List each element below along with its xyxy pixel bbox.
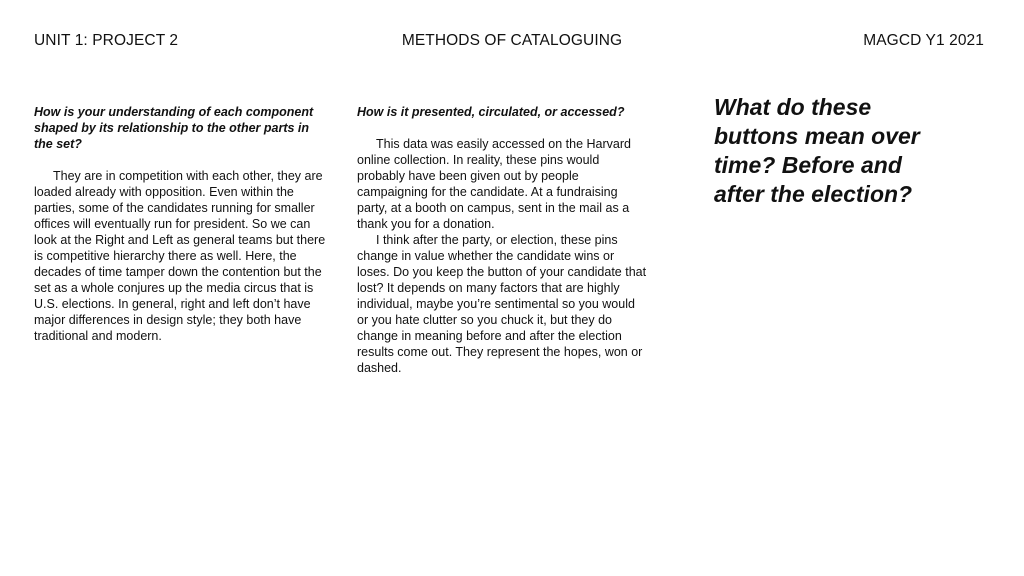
- column-two-question: How is it presented, circulated, or accessed?: [357, 105, 625, 119]
- column-one: [34, 104, 326, 344]
- header-title: METHODS OF CATALOGUING: [401, 32, 623, 49]
- header-project-label: UNIT 1: PROJECT 2: [34, 32, 179, 49]
- column-one-paragraph: They are in competition with each other, they are loaded already with opposition. Even within the parties, some of the candidates running for smaller offices will eventually run for president. So we can look at the Right and Left as general teams but there is competitive hierarchy there as well. Here, the decades of time tamper down the contention but the set as a whole conjures up the media circus that is U.S. elections. In general, right and left don’t have major differences in design style; they both have traditional and modern.: [34, 169, 326, 343]
- column-two: [357, 104, 649, 376]
- column-two-paragraph-2: I think after the party, or election, these pins change in value whether the candidate wins or loses. Do you keep the button of your candidate that lost? It depends on many factors that are highly individual, maybe you’re sentimental so you would or you hate clutter so you chuck it, but they do change in meaning before and after the election results come out. They represent the hopes, won or dashed.: [357, 233, 647, 375]
- column-two-paragraph-1: This data was easily accessed on the Harvard online collection. In reality, these pins would probably have been given out by people campaigning for the candidate. At a fundraising party, at a booth on campus, sent in the mail as a thank you for a donation.: [357, 137, 631, 231]
- column-three-question: What do these buttons mean over time? Before and after the election?: [714, 94, 920, 207]
- column-one-question: How is your understanding of each component shaped by its relationship to the other parts in the set?: [34, 105, 314, 151]
- header-course-label: MAGCD Y1 2021: [863, 32, 984, 49]
